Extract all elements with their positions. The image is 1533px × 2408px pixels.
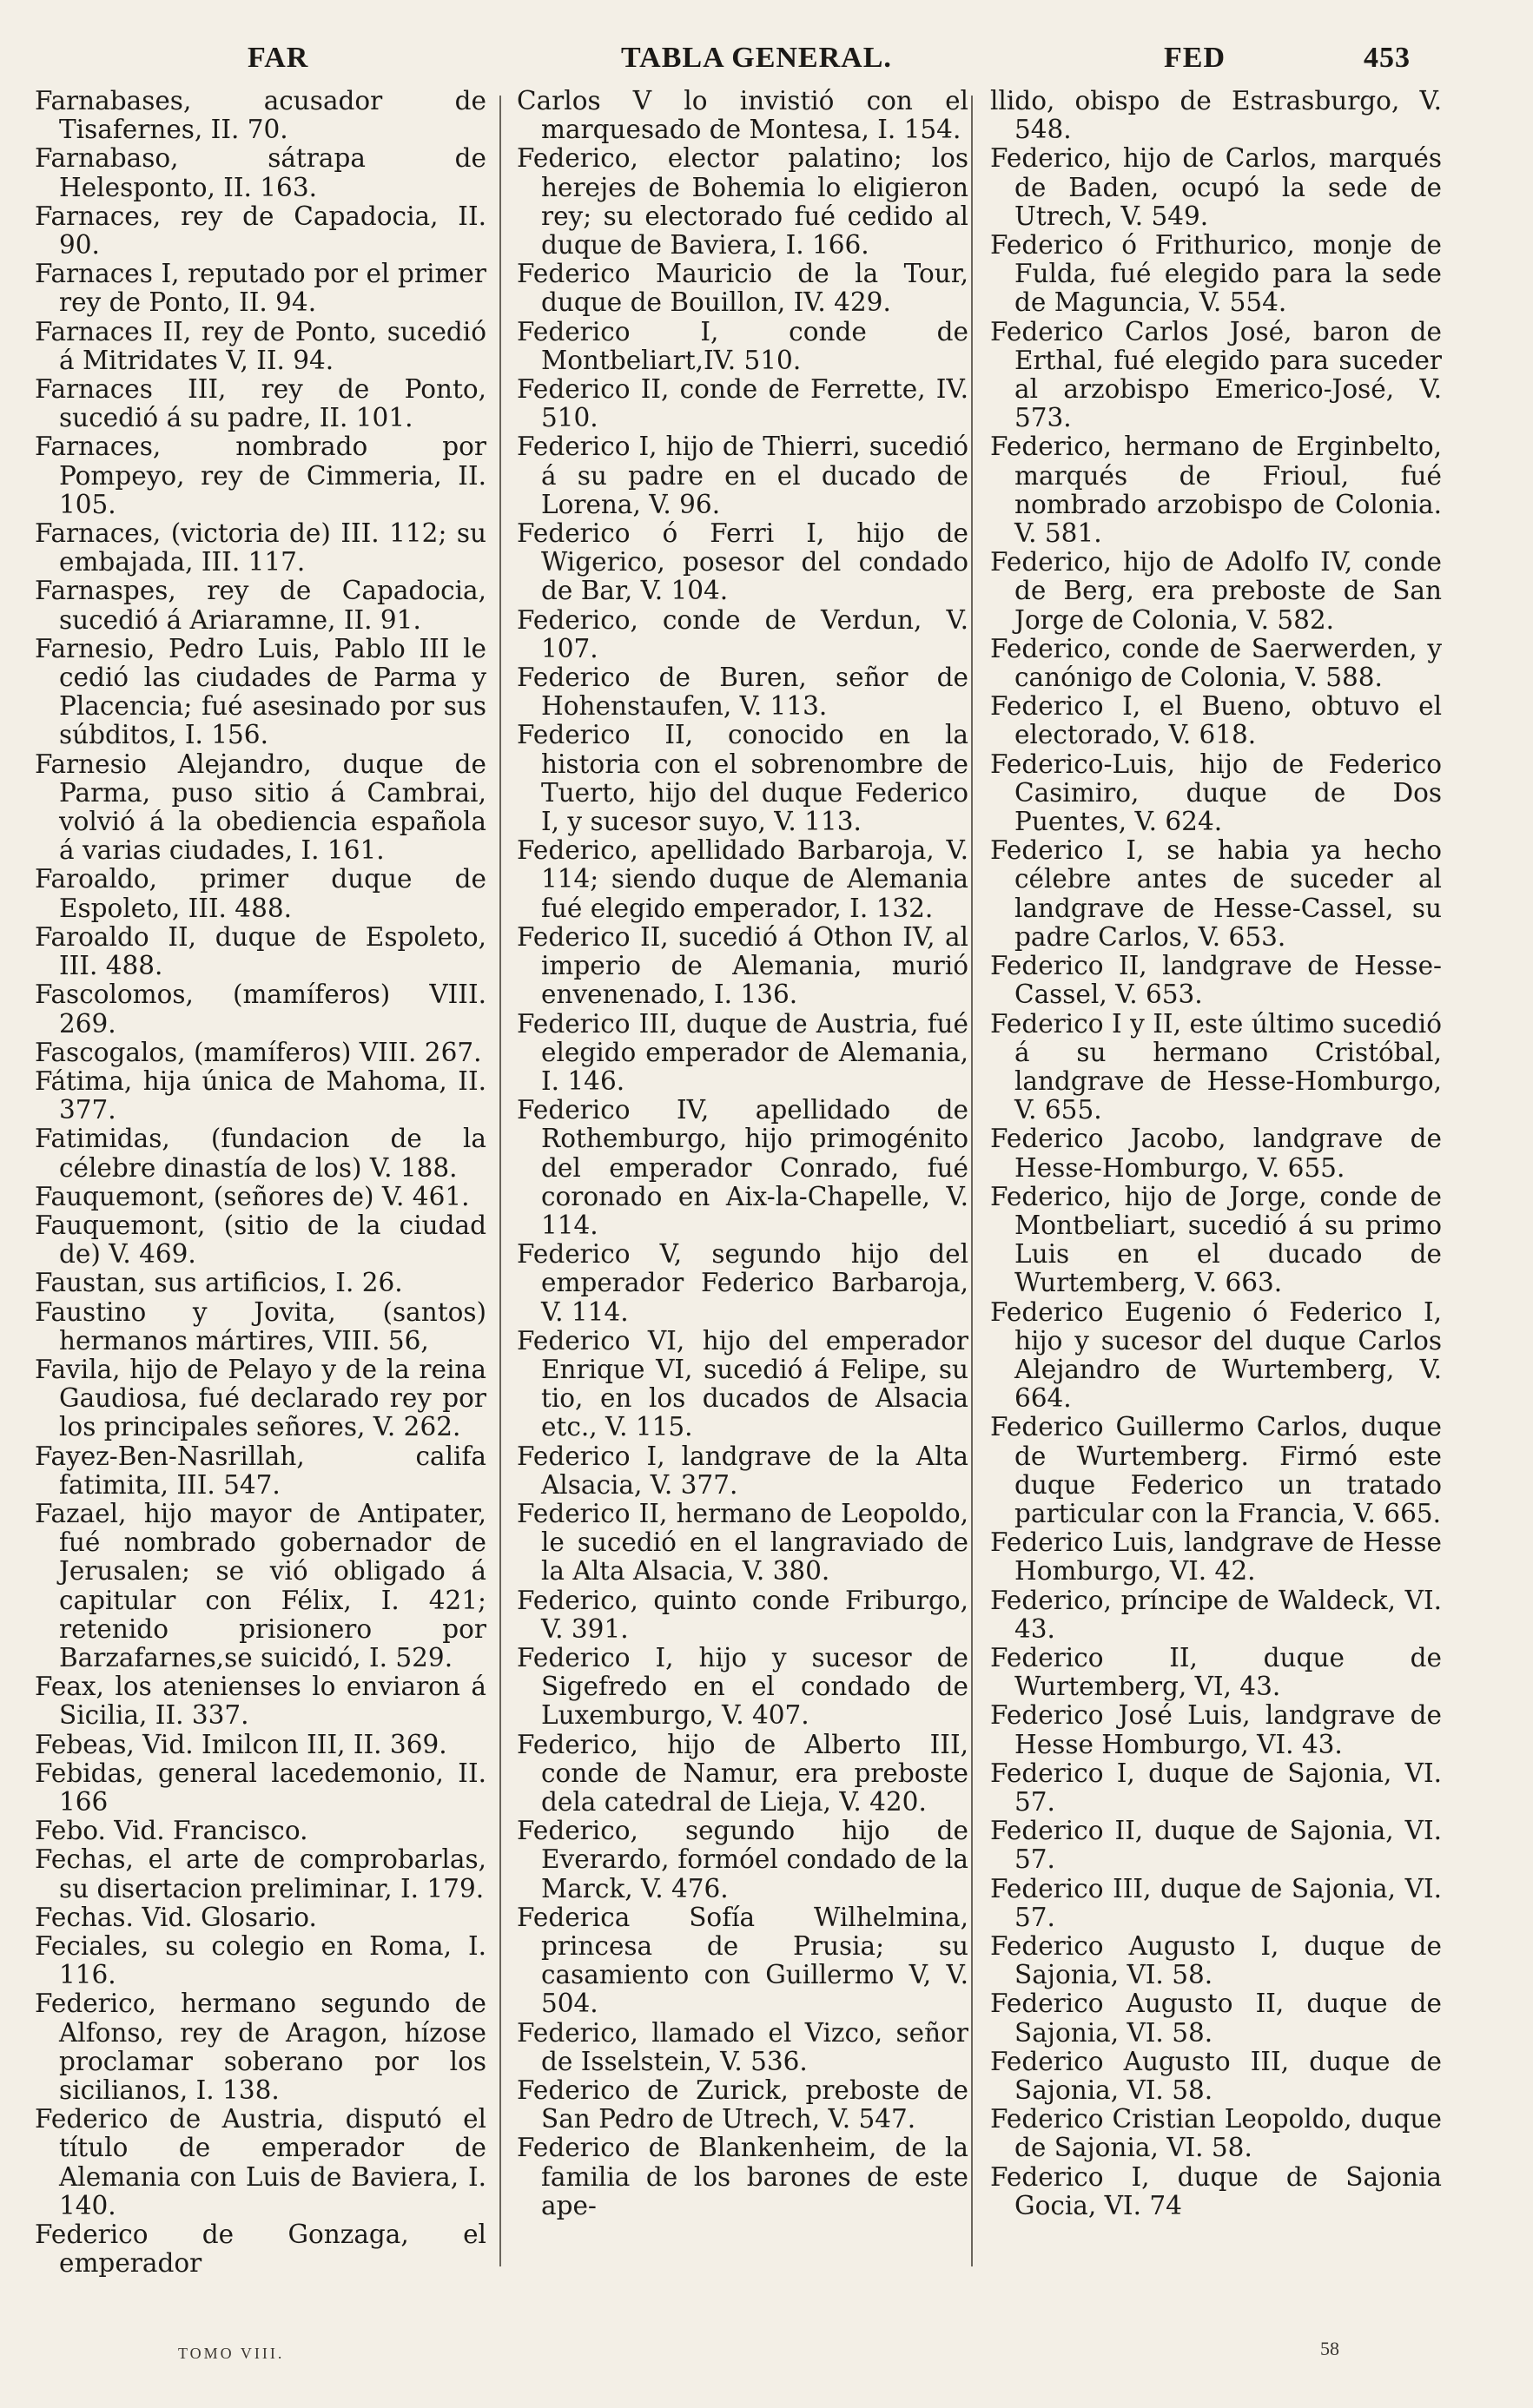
index-entry: Fauquemont, (sitio de la ciudad de) V. 469. [35,1210,486,1270]
index-entry: Farnaspes, rey de Capadocia, sucedió á Ariaramne, II. 91. [35,576,486,635]
index-entry: Fechas, el arte de comprobarlas, su disertacion preliminar, I. 179. [35,1844,486,1903]
index-entry: Fascolomos, (mamíferos) VIII. 269. [35,980,486,1039]
index-entry: Fechas. Vid. Glosario. [35,1902,317,1932]
column-divider [971,96,973,2266]
index-entry: Federico, hermano segundo de Alfonso, rey de Aragon, hízose proclamar soberano por los sicilianos, I. 138. [35,1989,486,2106]
index-entry: Feax, los atenienses lo enviaron á Sicilia, II. 337. [35,1672,486,1731]
index-entry: Federico de Blankenheim, de la familia de los barones de este ape- [517,2133,968,2220]
index-entry: Federico VI, hijo del emperador Enrique VI, sucedió á Felipe, su tio, en los ducados de Alsacia etc., V. 115. [517,1325,968,1442]
index-entry: Federico, conde de Verdun, V. 107. [517,604,968,663]
index-entry: Faroaldo II, duque de Espoleto, III. 488. [35,921,486,981]
index-entry: Federico II, sucedió á Othon IV, al imperio de Alemania, murió envenenado, I. 136. [517,921,968,1010]
index-entry: Farnabaso, sátrapa de Helesponto, II. 163. [35,143,486,202]
index-entry: Federico I, se habia ya hecho célebre antes de suceder al landgrave de Hesse-Cassel, su padre Carlos, V. 653. [990,835,1442,952]
index-entry: Federico I y II, este último sucedió á su hermano Cristóbal, landgrave de Hesse-Homburgo, V. 655. [990,1008,1442,1125]
index-entry: Carlos V lo invistió con el marquesado de Montesa, I. 154. [517,87,968,145]
index-entry: Fatimidas, (fundacion de la célebre dinastía de los) V. 188. [35,1124,486,1183]
index-entry: Fátima, hija única de Mahoma, II. 377. [35,1065,486,1125]
index-entry: Farnesio, Pedro Luis, Pablo III le cedió las ciudades de Parma y Placencia; fué asesinado por sus súbditos, I. 156. [35,633,486,750]
index-entry: Federico, llamado el Vizco, señor de Isselstein, V. 536. [517,2017,968,2076]
index-entry: Farnaces, (victoria de) III. 112; su embajada, III. 117. [35,518,486,577]
index-entry: Federico, hijo de Alberto III, conde de Namur, era preboste dela catedral de Lieja, V. 420. [517,1729,968,1817]
index-entry: Federico III, duque de Sajonia, VI. 57. [990,1873,1442,1932]
volume-footer: TOMO VIII. [178,2345,285,2362]
index-entry: Federico Augusto I, duque de Sajonia, VI. 58. [990,1931,1442,1990]
index-entry: Federico, hijo de Carlos, marqués de Baden, ocupó la sede de Utrech, V. 549. [990,143,1442,231]
index-entry: Federico, hijo de Adolfo IV, conde de Berg, era preboste de San Jorge de Colonia, V. 582. [990,547,1442,635]
index-entry: Federico, hermano de Erginbelto, marqués de Frioul, fué nombrado arzobispo de Colonia. V. 581. [990,432,1442,549]
index-entry: Federico Carlos José, baron de Erthal, fué elegido para suceder al arzobispo Emerico-José, V. 573. [990,316,1442,433]
index-entry: Favila, hijo de Pelayo y de la reina Gaudiosa, fué declarado rey por los principales señores, V. 262. [35,1354,486,1442]
index-entry: Farnesio Alejandro, duque de Parma, puso sitio á Cambrai, volvió á la obediencia española á varias ciudades, I. 161. [35,749,486,866]
index-entry: Federico II, conocido en la historia con el sobrenombre de Tuerto, hijo del duque Federico I, y sucesor suyo, V. 113. [517,720,968,837]
index-entry: Faustino y Jovita, (santos) hermanos mártires, VIII. 56, [35,1296,486,1356]
index-entry: Federico Eugenio ó Federico I, hijo y sucesor del duque Carlos Alejandro de Wurtemberg, V. 664. [990,1296,1442,1414]
index-entry: Federico Luis, landgrave de Hesse Homburgo, VI. 42. [990,1527,1442,1587]
index-entry: Federico Jacobo, landgrave de Hesse-Homburgo, V. 655. [990,1124,1442,1183]
signature-mark: 58 [1320,2338,1339,2359]
column-divider [499,96,501,2266]
index-entry: Federico ó Frithurico, monje de Fulda, fué elegido para la sede de Maguncia, V. 554. [990,230,1442,318]
index-entry: Federico de Buren, señor de Hohenstaufen, V. 113. [517,663,968,722]
index-entry: Faroaldo, primer duque de Espoleto, III. 488. [35,864,486,923]
index-entry: Federico, segundo hijo de Everardo, formóel condado de la Marck, V. 476. [517,1816,968,1903]
index-entry: Federico IV, apellidado de Rothemburgo, hijo primogénito del emperador Conrado, fué coronado en Aix-la-Chapelle, V. 114. [517,1095,968,1240]
index-entry: Federico de Zurick, preboste de San Pedro de Utrech, V. 547. [517,2075,968,2134]
index-entry: Febidas, general lacedemonio, II. 166 [35,1758,486,1817]
index-entry: Federico ó Ferri I, hijo de Wigerico, posesor del condado de Bar, V. 104. [517,518,968,606]
index-entry: Federico Augusto III, duque de Sajonia, VI. 58. [990,2046,1442,2106]
index-entry: Federico I, hijo de Thierri, sucedió á su padre en el ducado de Lorena, V. 96. [517,432,968,519]
index-entry: Federico, príncipe de Waldeck, VI. 43. [990,1585,1442,1644]
index-entry: Federico I, duque de Sajonia, VI. 57. [990,1758,1442,1817]
index-entry: llido, obispo de Estrasburgo, V. 548. [990,87,1442,145]
index-entry: Federico Mauricio de la Tour, duque de Bouillon, IV. 429. [517,259,968,318]
header-title: TABLA GENERAL. [621,42,892,74]
index-entry: Federico José Luis, landgrave de Hesse Homburgo, VI. 43. [990,1700,1442,1759]
index-entry: Feciales, su colegio en Roma, I. 116. [35,1931,486,1990]
index-entry: Farnaces III, rey de Ponto, sucedió á su padre, II. 101. [35,374,486,433]
index-entry: Federico II, conde de Ferrette, IV. 510. [517,374,968,433]
index-entry: Farnaces, nombrado por Pompeyo, rey de Cimmeria, II. 105. [35,432,486,519]
index-entry: Fascogalos, (mamíferos) VIII. 267. [35,1037,482,1067]
index-entry: Federico III, duque de Austria, fué elegido emperador de Alemania, I. 146. [517,1008,968,1096]
index-entry: Federica Sofía Wilhelmina, princesa de Prusia; su casamiento con Guillermo V, V. 504. [517,1902,968,2019]
index-entry: Faustan, sus artificios, I. 26. [35,1268,403,1298]
index-entry: Federico II, duque de Sajonia, VI. 57. [990,1816,1442,1875]
page-number: 453 [1364,42,1411,74]
index-entry: Febeas, Vid. Imilcon III, II. 369. [35,1729,447,1759]
index-entry: Federico Guillermo Carlos, duque de Wurtemberg. Firmó este duque Federico un tratado particular con la Francia, V. 665. [990,1412,1442,1528]
index-column-1 [35,87,486,2310]
index-entry: Federico, elector palatino; los herejes de Bohemia lo eligieron rey; su electorado fué cedido al duque de Baviera, I. 166. [517,143,968,261]
index-entry: Farnaces I, reputado por el primer rey de Ponto, II. 94. [35,259,486,318]
index-entry: Farnabases, acusador de Tisafernes, II. 70. [35,87,486,145]
index-entry: Federico II, landgrave de Hesse-Cassel, V. 653. [990,951,1442,1010]
index-entry: Federico, hijo de Jorge, conde de Montbeliart, sucedió á su primo Luis en el ducado de Wurtemberg, V. 663. [990,1181,1442,1298]
index-column-3 [990,87,1442,2310]
page-header [35,42,1424,76]
header-right-catchword: FED [1164,42,1226,74]
index-entry: Federico V, segundo hijo del emperador Federico Barbaroja, V. 114. [517,1239,968,1327]
index-entry: Fauquemont, (señores de) V. 461. [35,1181,470,1211]
index-column-2 [517,87,968,2310]
index-entry: Federico II, duque de Wurtemberg, VI, 43. [990,1642,1442,1702]
index-entry: Federico I, landgrave de la Alta Alsacia, V. 377. [517,1441,968,1500]
index-entry: Federico-Luis, hijo de Federico Casimiro, duque de Dos Puentes, V. 624. [990,749,1442,837]
index-entry: Fazael, hijo mayor de Antipater, fué nombrado gobernador de Jerusalen; se vió obligado á capitular con Félix, I. 421; retenido prisionero por Barzafarnes,se suicidó, I. 529. [35,1498,486,1672]
index-entry: Farnaces II, rey de Ponto, sucedió á Mitridates V, II. 94. [35,316,486,375]
index-entry: Federico de Gonzaga, el emperador [35,2220,486,2279]
index-entry: Federico, quinto conde Friburgo, V. 391. [517,1585,968,1644]
index-entry: Fayez-Ben-Nasrillah, califa fatimita, III. 547. [35,1441,486,1500]
index-entry: Febo. Vid. Francisco. [35,1816,308,1846]
index-entry: Federico, conde de Saerwerden, y canónigo de Colonia, V. 588. [990,633,1442,693]
index-entry: Federico I, hijo y sucesor de Sigefredo en el condado de Luxemburgo, V. 407. [517,1642,968,1731]
index-entry: Federico I, conde de Montbeliart,IV. 510. [517,316,968,375]
header-left-catchword: FAR [248,42,309,74]
index-entry: Federico Augusto II, duque de Sajonia, VI. 58. [990,1989,1442,2048]
index-entry: Federico I, duque de Sajonia Gocia, VI. 74 [990,2161,1442,2220]
index-entry: Federico de Austria, disputó el título de emperador de Alemania con Luis de Baviera, I. 140. [35,2104,486,2220]
index-entry: Federico, apellidado Barbaroja, V. 114; siendo duque de Alemania fué elegido emperador, I. 132. [517,835,968,923]
index-entry: Farnaces, rey de Capadocia, II. 90. [35,201,486,261]
index-entry: Federico I, el Bueno, obtuvo el electorado, V. 618. [990,691,1442,750]
index-entry: Federico Cristian Leopoldo, duque de Sajonia, VI. 58. [990,2104,1442,2163]
index-entry: Federico II, hermano de Leopoldo, le sucedió en el langraviado de la Alta Alsacia, V. 380. [517,1498,968,1587]
